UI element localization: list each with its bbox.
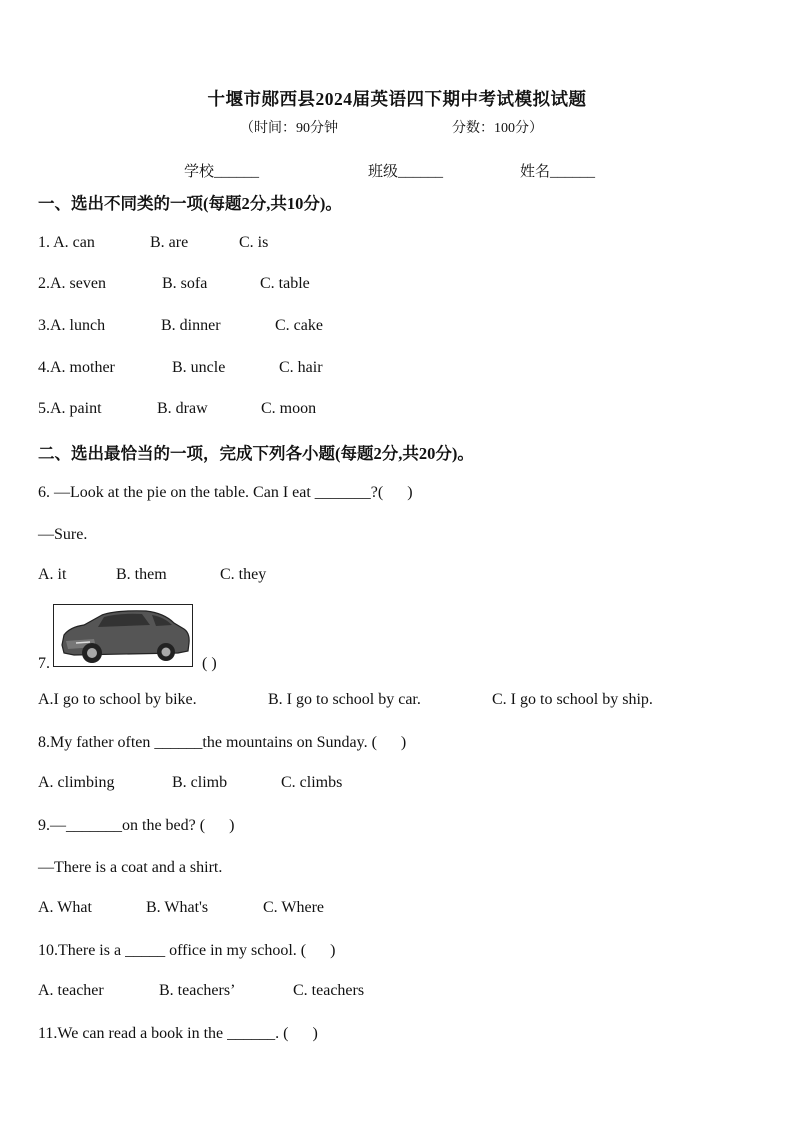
q6-option-b: B. them [116,566,167,583]
q8-option-c: C. climbs [281,774,343,791]
q1-option-a: 1. A. can [38,234,95,251]
exam-score: 分数：100分） [452,121,543,136]
q7-option-b: B. I go to school by car. [268,691,421,708]
q10-option-a: A. teacher [38,982,104,999]
q7-answer-paren: ( ) [202,655,217,672]
q6-option-a: A. it [38,566,67,583]
q7-option-a: A.I go to school by bike. [38,691,197,708]
q8-option-b: B. climb [172,774,228,791]
car-icon [54,605,193,667]
q9-option-a: A. What [38,899,92,916]
q6-reply: —Sure. [38,526,88,543]
name-field: 姓名______ [520,164,596,180]
q10-option-c: C. teachers [293,982,365,999]
q2-option-c: C. table [260,275,310,292]
q9-option-c: C. Where [263,899,325,916]
q3-option-c: C. cake [275,317,323,334]
q7-option-c: C. I go to school by ship. [492,691,653,708]
exam-time: （时间：90分钟 [240,121,338,136]
car-image [53,604,193,667]
q1-option-c: C. is [239,234,269,251]
school-field: 学校______ [184,164,260,180]
q7-number: 7. [38,655,50,672]
q3-option-b: B. dinner [161,317,221,334]
q8-stem: 8.My father often ______the mountains on Sunday. ( ) [38,734,407,751]
q1-option-b: B. are [150,234,189,251]
q6-stem: 6. —Look at the pie on the table. Can I eat _______?( ) [38,484,413,501]
q10-stem: 10.There is a _____ office in my school. ( ) [38,942,336,959]
q9-option-b: B. What's [146,899,209,916]
q5-option-a: 5.A. paint [38,400,102,417]
q3-option-a: 3.A. lunch [38,317,106,334]
q2-option-a: 2.A. seven [38,275,106,292]
q10-option-b: B. teachers’ [159,982,236,999]
q5-option-c: C. moon [261,400,317,417]
q4-option-b: B. uncle [172,359,226,376]
q8-option-a: A. climbing [38,774,115,791]
q2-option-b: B. sofa [162,275,208,292]
q4-option-c: C. hair [279,359,323,376]
q9-stem: 9.—_______on the bed? ( ) [38,817,235,834]
q4-option-a: 4.A. mother [38,359,115,376]
q5-option-b: B. draw [157,400,208,417]
q9-reply: —There is a coat and a shirt. [38,859,223,876]
q6-option-c: C. they [220,566,267,583]
section2-heading: 二、选出最恰当的一项，完成下列各小题(每题2分,共20分)。 [38,444,474,463]
section1-heading: 一、选出不同类的一项(每题2分,共10分)。 [38,194,342,213]
q11-stem: 11.We can read a book in the ______. ( ) [38,1025,318,1042]
page-title: 十堰市郧西县2024届英语四下期中考试模拟试题 [207,89,587,109]
class-field: 班级______ [368,164,444,180]
